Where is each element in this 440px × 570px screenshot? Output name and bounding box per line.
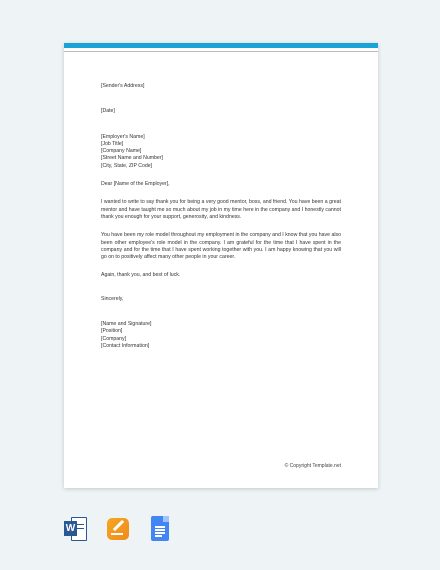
word-icon[interactable]: W — [64, 515, 86, 543]
recipient-name: [Employer's Name] — [101, 133, 145, 140]
letter-page — [64, 43, 378, 488]
recipient-street: [Street Name and Number] — [101, 155, 163, 162]
header-divider — [64, 51, 378, 52]
salutation: Dear [Name of the Employer], — [101, 181, 170, 188]
letter-body — [101, 83, 341, 350]
closing: Sincerely, — [101, 295, 124, 302]
recipient-title: [Job Title] — [101, 140, 124, 147]
recipient-city: [City, State, ZIP Code] — [101, 162, 153, 169]
body-paragraph-2: You have been my role model throughout my employment in the company and I know that you have also been other employee's role model in the company. I am grateful for the time that I have spent in the company and for the time that I have spent working together with you. I am happy knowing that you will go on to positively affect many other people in your career. — [101, 232, 341, 261]
sender-address: [Sender's Address] — [101, 83, 145, 89]
google-docs-icon[interactable] — [148, 515, 170, 543]
signature-company: [Company] — [101, 335, 127, 342]
body-paragraph-3: Again, thank you, and best of luck. — [101, 272, 181, 279]
body-paragraph-1: I wanted to write to say thank you for being a very good mentor, boss, and friend. You have been a great mentor and have taught me so much about my job in my time here in the company and I honestly cannot thank you enough for your support, generosity, and kindness. — [101, 199, 341, 220]
copyright-footer: © Copyright Template.net — [284, 463, 341, 469]
letter-date: [Date] — [101, 108, 115, 115]
signature-contact: [Contact Information] — [101, 342, 150, 349]
recipient-company: [Company Name] — [101, 148, 142, 155]
header-accent-bar — [64, 43, 378, 48]
signature-position: [Position] — [101, 328, 123, 335]
pages-icon[interactable] — [106, 515, 128, 543]
signature-name: [Name and Signature] — [101, 321, 152, 328]
app-icon-row — [64, 515, 170, 543]
